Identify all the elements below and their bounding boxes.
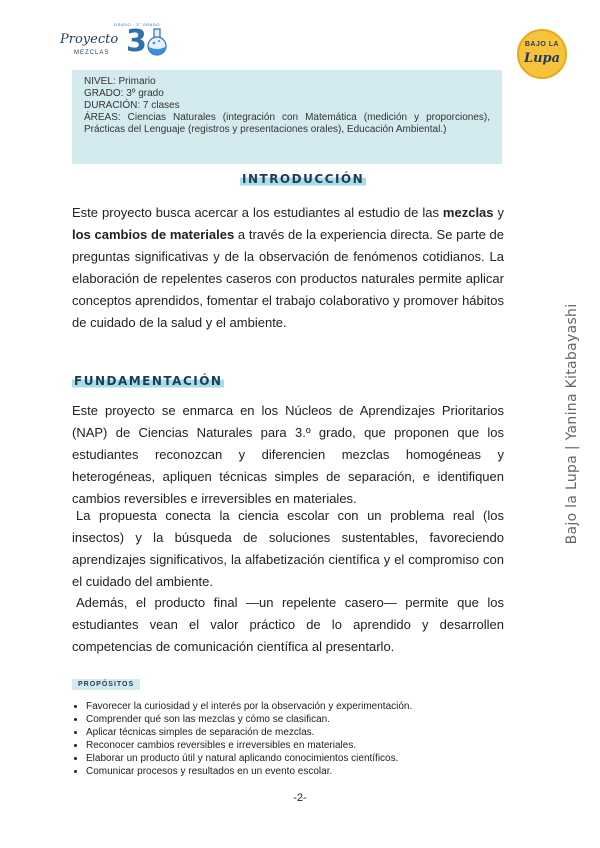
fund-paragraph-2: La propuesta conecta la ciencia escolar con un problema real (los insectos) y la búsqueda de soluciones sustentables, favoreciendo aprendizajes significativos, la alfabetización científica y el compromiso con el cuidado del ambiente.	[72, 508, 504, 589]
info-nivel: NIVEL: Primario	[84, 76, 156, 87]
info-duracion: DURACIÓN: 7 clases	[84, 100, 180, 111]
flask-icon	[146, 28, 168, 56]
logo-number: 3	[126, 24, 147, 59]
intro-heading	[240, 172, 366, 186]
side-credit: Bajo la Lupa | Yanina Kitabayashi	[564, 303, 580, 545]
list-item: • Aplicar técnicas simples de separación de mezclas.	[86, 726, 526, 739]
logo-word: Proyecto	[60, 32, 119, 47]
intro-heading-text: INTRODUCCIÓN	[242, 172, 365, 186]
page-number: -2-	[293, 792, 307, 804]
fund-paragraph-1: Este proyecto se enmarca en los Núcleos de Aprendizajes Prioritarios (NAP) de Ciencias Naturales para 3.º grado, que proponen que los estudiantes reconozcan y diferencien mezclas homogéneas y heterogéneas, apliquen técnicas simples de separación, e identifiquen cambios reversibles e irreversibles en materiales.	[72, 403, 504, 506]
intro-paragraph	[72, 202, 504, 334]
intro-bold-cambios: los cambios de materiales	[72, 227, 235, 242]
logo-arc-text: GRADO · 3° GRADO	[114, 22, 160, 27]
logo-sub: MEZCLAS	[74, 50, 110, 56]
bajo-la-lupa-logo	[517, 29, 567, 79]
logo-right-line1: BAJO LA	[524, 41, 560, 48]
info-grado: GRADO: 3º grado	[84, 88, 164, 99]
fund-paragraph-3: Además, el producto final —un repelente casero— permite que los estudiantes vean el valor práctico de lo aprendido y desarrollen competencias de comunicación científica al presentarlo.	[72, 595, 504, 654]
list-item: • Comprender qué son las mezclas y cómo se clasifican.	[86, 713, 526, 726]
propositos-label: PROPÓSITOS	[72, 679, 140, 690]
list-item: • Elaborar un producto útil y natural aplicando conocimientos científicos.	[86, 752, 526, 765]
list-item: • Comunicar procesos y resultados en un evento escolar.	[86, 765, 526, 778]
proyecto-mezclas-logo	[60, 20, 170, 66]
propositos-list	[72, 700, 526, 778]
intro-bold-mezclas: mezclas	[442, 205, 494, 220]
info-areas: ÁREAS: Ciencias Naturales (integración con Matemática (medición y proporciones), Prácticas del Lenguaje (registros y presentaciones orales), Educación Ambiental.)	[84, 112, 490, 135]
intro-text-b: y	[493, 205, 504, 220]
list-item: • Favorecer la curiosidad y el interés por la observación y experimentación.	[86, 700, 526, 713]
logo-right-line2: Lupa	[523, 51, 561, 66]
list-item: • Reconocer cambios reversibles e irreversibles en materiales.	[86, 739, 526, 752]
intro-text-c: a través de la experiencia directa. Se parte de preguntas significativas y de la observación de fenómenos cotidianos. La elaboración de repelentes caseros con productos naturales permite aplicar conceptos aprendidos, fomentar el trabajo colaborativo y promover hábitos de cuidado de la salud y el ambiente.	[72, 227, 504, 330]
fund-heading-text: FUNDAMENTACIÓN	[74, 374, 223, 388]
project-info-box	[72, 70, 502, 164]
intro-text-a: Este proyecto busca acercar a los estudiantes al estudio de las	[72, 205, 443, 220]
fund-heading	[72, 374, 224, 388]
